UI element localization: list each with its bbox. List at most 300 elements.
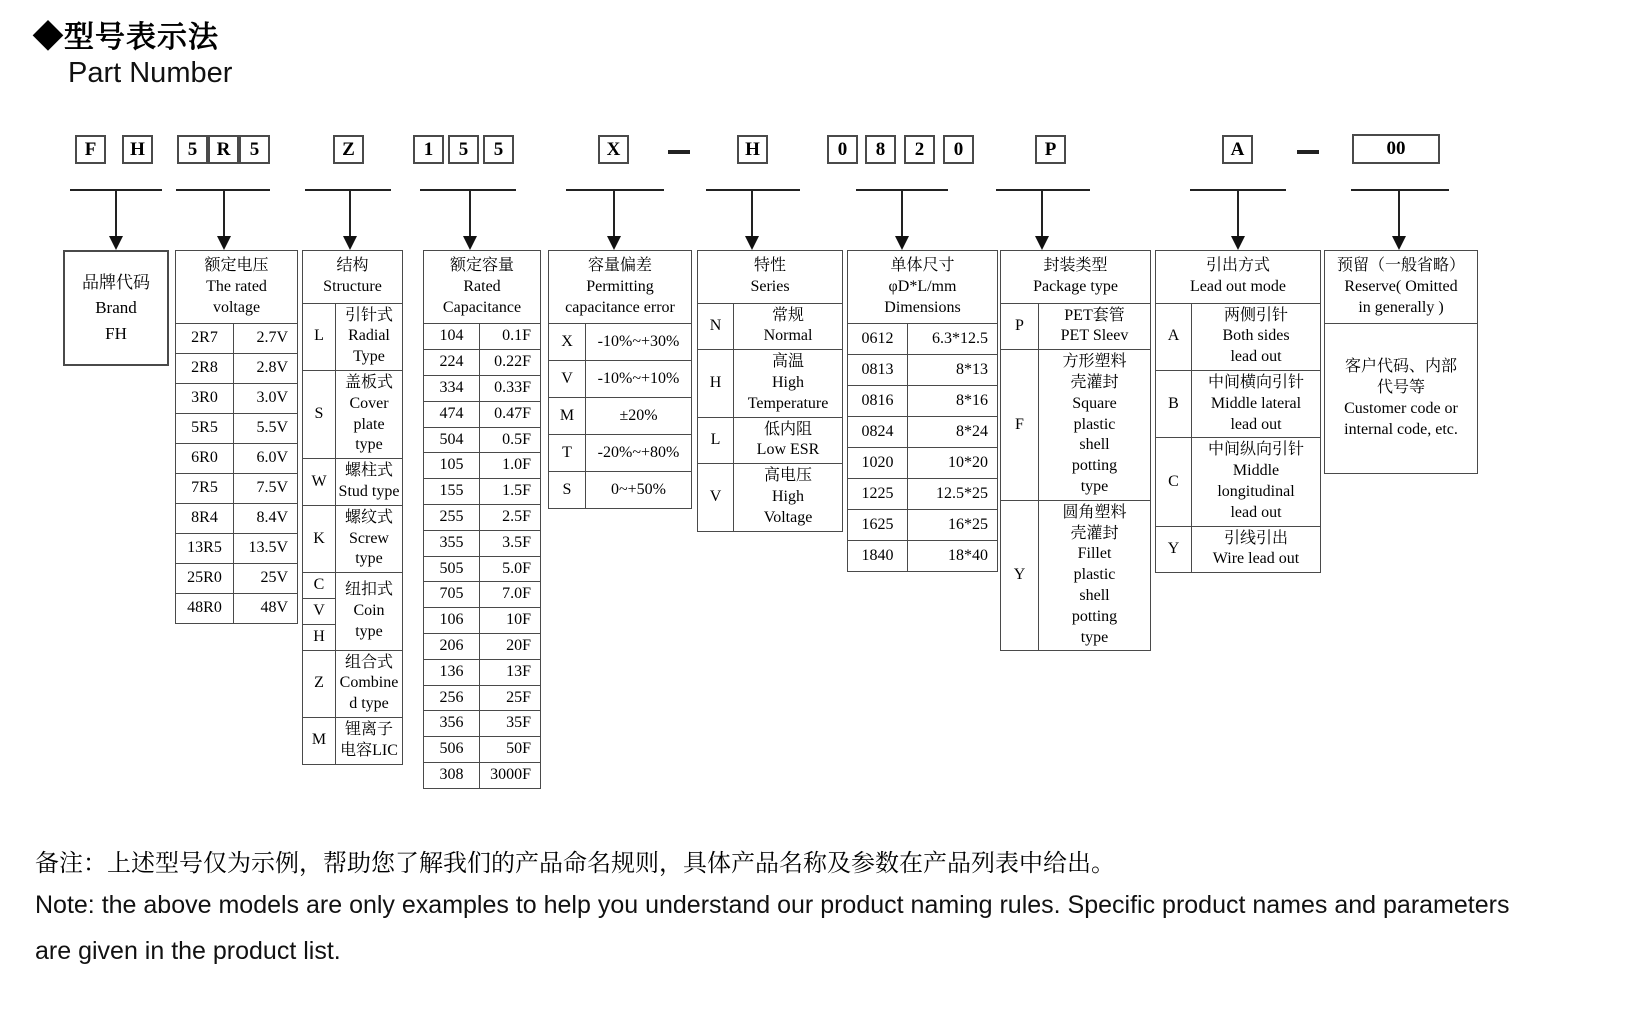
connector-line bbox=[1237, 189, 1239, 237]
code-cell: 5R5 bbox=[176, 414, 234, 444]
value-cell: 0.22F bbox=[480, 350, 541, 376]
value-cell: 25V bbox=[234, 564, 298, 594]
value-cell: 5.5V bbox=[234, 414, 298, 444]
text-line: Combine bbox=[339, 674, 399, 692]
desc-cell bbox=[336, 573, 403, 650]
code-cell: 6R0 bbox=[176, 444, 234, 474]
code-cell: 256 bbox=[424, 685, 480, 711]
code-cell: L bbox=[698, 417, 734, 464]
part-number-box: P bbox=[1035, 135, 1066, 164]
table-row bbox=[1156, 303, 1321, 370]
table-row bbox=[424, 375, 541, 401]
text-line: potting bbox=[1071, 457, 1118, 475]
table-row bbox=[424, 324, 541, 350]
text-line: 组合式 bbox=[344, 653, 393, 671]
table-row bbox=[1001, 303, 1151, 350]
desc-cell bbox=[734, 417, 843, 464]
text-line: FH bbox=[105, 323, 127, 343]
code-cell: S bbox=[303, 370, 336, 458]
table-row bbox=[424, 350, 541, 376]
desc-cell bbox=[1192, 303, 1321, 370]
desc-cell bbox=[336, 370, 403, 458]
text-line: Middle bbox=[1232, 462, 1280, 480]
text-line: 封装类型 bbox=[1043, 257, 1108, 274]
value-cell: 8*16 bbox=[908, 386, 998, 417]
value-cell: 10*20 bbox=[908, 448, 998, 479]
part-number-box: 00 bbox=[1352, 134, 1440, 164]
text-line: 高电压 bbox=[764, 467, 813, 485]
header-row bbox=[1325, 251, 1478, 324]
text-line: 特性 bbox=[754, 257, 787, 274]
table-row bbox=[424, 530, 541, 556]
value-cell: 8*24 bbox=[908, 417, 998, 448]
table-row bbox=[424, 737, 541, 763]
text-line: Voltage bbox=[763, 508, 813, 526]
header-cell bbox=[1325, 251, 1478, 324]
code-cell: 0816 bbox=[848, 386, 908, 417]
table-body bbox=[176, 251, 298, 624]
desc-cell bbox=[734, 464, 843, 531]
text-line: voltage bbox=[212, 298, 261, 316]
code-cell: C bbox=[1156, 438, 1192, 526]
text-line: 锂离子 bbox=[344, 720, 393, 738]
note-en: Note: the above models are only examples to help you understand our product naming rules. Specific product names and parameters are given in the product list. bbox=[35, 891, 1510, 966]
desc-cell bbox=[1039, 500, 1151, 651]
code-cell: 136 bbox=[424, 659, 480, 685]
arrow-down-icon bbox=[1035, 236, 1049, 250]
text-line: Low ESR bbox=[756, 441, 820, 459]
header-row bbox=[698, 251, 843, 304]
table-row bbox=[848, 510, 998, 541]
code-cell: V bbox=[549, 361, 586, 398]
table-body bbox=[698, 251, 843, 532]
header-cell bbox=[1001, 251, 1151, 304]
value-cell: 7.0F bbox=[480, 582, 541, 608]
code-cell: 48R0 bbox=[176, 594, 234, 624]
table-row bbox=[848, 324, 998, 355]
connector-bar bbox=[420, 189, 516, 191]
text-line: 壳灌封 bbox=[1070, 524, 1119, 542]
code-cell: 505 bbox=[424, 556, 480, 582]
value-cell: 0.33F bbox=[480, 375, 541, 401]
table-row bbox=[303, 459, 403, 506]
part-number-box: A bbox=[1222, 135, 1253, 164]
code-cell: 0813 bbox=[848, 355, 908, 386]
part-number-box: H bbox=[737, 135, 768, 164]
value-cell: 13F bbox=[480, 659, 541, 685]
header-cell bbox=[424, 251, 541, 324]
text-line: Lead out mode bbox=[1190, 277, 1286, 295]
part-number-box: 0 bbox=[827, 135, 858, 164]
header-row bbox=[176, 251, 298, 324]
table-row bbox=[176, 384, 298, 414]
arrow-down-icon bbox=[1392, 236, 1406, 250]
code-cell: 8R4 bbox=[176, 504, 234, 534]
table-row bbox=[424, 633, 541, 659]
connector-line bbox=[1041, 189, 1043, 237]
code-cell: 25R0 bbox=[176, 564, 234, 594]
text-line: High bbox=[772, 373, 804, 391]
part-number-box: H bbox=[122, 135, 153, 164]
arrow-down-icon bbox=[109, 236, 123, 250]
table-leadout bbox=[1155, 250, 1321, 573]
text-line: lead out bbox=[1230, 415, 1282, 433]
code-cell: P bbox=[1001, 303, 1039, 350]
code-cell: 3R0 bbox=[176, 384, 234, 414]
value-cell: ±20% bbox=[586, 398, 692, 435]
connector-line bbox=[115, 189, 117, 237]
table-row bbox=[848, 386, 998, 417]
value-cell: 16*25 bbox=[908, 510, 998, 541]
text-line: 预留（一般省略） bbox=[1336, 257, 1465, 274]
connector-line bbox=[469, 189, 471, 237]
dash-separator bbox=[1297, 150, 1319, 154]
header-cell bbox=[549, 251, 692, 324]
header-row bbox=[424, 251, 541, 324]
text-line: shell bbox=[1079, 436, 1110, 454]
code-cell: C bbox=[303, 573, 336, 599]
code-cell: 504 bbox=[424, 427, 480, 453]
value-cell: 20F bbox=[480, 633, 541, 659]
value-cell: 8*13 bbox=[908, 355, 998, 386]
value-cell: 13.5V bbox=[234, 534, 298, 564]
code-cell: 308 bbox=[424, 762, 480, 788]
code-cell: S bbox=[549, 472, 586, 509]
text-line: plate bbox=[353, 415, 385, 433]
table-body bbox=[848, 251, 998, 572]
value-cell: 0.1F bbox=[480, 324, 541, 350]
code-cell: W bbox=[303, 459, 336, 506]
text-line: Temperature bbox=[747, 394, 829, 412]
value-cell: 8.4V bbox=[234, 504, 298, 534]
desc-cell bbox=[734, 350, 843, 417]
code-cell: 13R5 bbox=[176, 534, 234, 564]
text-line: plastic bbox=[1073, 415, 1116, 433]
code-cell: F bbox=[1001, 350, 1039, 501]
value-cell: 18*40 bbox=[908, 541, 998, 572]
desc-cell bbox=[734, 303, 843, 350]
text-line: PET Sleev bbox=[1060, 327, 1129, 345]
text-line: 中间横向引针 bbox=[1207, 373, 1304, 391]
table-row bbox=[176, 504, 298, 534]
part-number-box: Z bbox=[333, 135, 364, 164]
part-number-box: 2 bbox=[904, 135, 935, 164]
text-line: 客户代码、内部 bbox=[1344, 358, 1457, 376]
text-line: 代号等 bbox=[1376, 379, 1425, 397]
code-cell: 2R8 bbox=[176, 354, 234, 384]
code-cell: N bbox=[698, 303, 734, 350]
text-line: Stud type bbox=[338, 482, 400, 500]
text-line: PET套管 bbox=[1064, 306, 1125, 324]
table-body bbox=[1325, 251, 1478, 474]
code-cell: M bbox=[303, 717, 336, 764]
table-brand bbox=[63, 250, 169, 366]
text-line: Square bbox=[1072, 394, 1117, 412]
text-line: potting bbox=[1071, 607, 1118, 625]
text-line: 容量偏差 bbox=[587, 257, 652, 274]
table-dimensions bbox=[847, 250, 998, 572]
text-line: Structure bbox=[323, 277, 382, 295]
arrow-down-icon bbox=[1231, 236, 1245, 250]
text-line: 中间纵向引针 bbox=[1207, 441, 1304, 459]
table-row bbox=[303, 717, 403, 764]
table-row bbox=[424, 762, 541, 788]
text-line: 单体尺寸 bbox=[890, 257, 955, 274]
text-line: lead out bbox=[1230, 348, 1282, 366]
table-row bbox=[424, 711, 541, 737]
table-row bbox=[1156, 438, 1321, 526]
text-line: internal code, etc. bbox=[1344, 420, 1458, 438]
text-line: Customer code or bbox=[1344, 399, 1458, 417]
table-row bbox=[303, 505, 403, 572]
connector-line bbox=[751, 189, 753, 237]
table-row bbox=[303, 370, 403, 458]
desc-cell bbox=[1192, 438, 1321, 526]
code-cell: A bbox=[1156, 303, 1192, 370]
text-line: Type bbox=[353, 348, 385, 366]
text-line: Dimensions bbox=[884, 298, 961, 316]
table-row bbox=[848, 541, 998, 572]
part-number-box: 8 bbox=[865, 135, 896, 164]
text-line: Middle lateral bbox=[1210, 394, 1302, 412]
text-line: 盖板式 bbox=[344, 373, 393, 391]
text-line: longitudinal bbox=[1217, 482, 1295, 500]
table-row bbox=[1001, 500, 1151, 651]
code-cell: Y bbox=[1156, 526, 1192, 573]
text-line: 引出方式 bbox=[1205, 257, 1270, 274]
desc-cell bbox=[336, 505, 403, 572]
code-cell: 474 bbox=[424, 401, 480, 427]
text-line: d type bbox=[349, 695, 389, 713]
header-row bbox=[549, 251, 692, 324]
code-cell: H bbox=[698, 350, 734, 417]
text-line: Brand bbox=[95, 298, 137, 318]
value-cell: -10%~+30% bbox=[586, 324, 692, 361]
code-cell: 1840 bbox=[848, 541, 908, 572]
part-number-box: 0 bbox=[943, 135, 974, 164]
code-cell: K bbox=[303, 505, 336, 572]
text-line: 螺纹式 bbox=[344, 508, 393, 526]
table-row bbox=[176, 414, 298, 444]
value-cell: 2.8V bbox=[234, 354, 298, 384]
desc-cell bbox=[336, 650, 403, 717]
text-line: 螺柱式 bbox=[344, 462, 393, 480]
table-row bbox=[698, 303, 843, 350]
code-cell: 1020 bbox=[848, 448, 908, 479]
code-cell: H bbox=[303, 624, 336, 650]
connector-bar bbox=[706, 189, 800, 191]
table-row bbox=[424, 401, 541, 427]
table-row bbox=[424, 582, 541, 608]
header-cell bbox=[698, 251, 843, 304]
table-reserve bbox=[1324, 250, 1478, 474]
part-number-box: 1 bbox=[413, 135, 444, 164]
text-line: shell bbox=[1079, 586, 1110, 604]
connector-bar bbox=[305, 189, 391, 191]
text-line: 低内阻 bbox=[764, 420, 813, 438]
text-line: Fillet bbox=[1077, 545, 1112, 563]
table-body bbox=[1001, 251, 1151, 651]
value-cell: 3.0V bbox=[234, 384, 298, 414]
value-cell: 1.0F bbox=[480, 453, 541, 479]
text-line: lead out bbox=[1230, 503, 1282, 521]
table-row bbox=[698, 464, 843, 531]
text-line: type bbox=[1080, 628, 1109, 646]
desc-cell bbox=[1192, 526, 1321, 573]
text-line: Cover bbox=[349, 394, 389, 412]
text-line: Wire lead out bbox=[1212, 550, 1300, 568]
code-cell: 255 bbox=[424, 504, 480, 530]
table-row bbox=[848, 355, 998, 386]
text-line: Coin bbox=[353, 601, 385, 619]
text-line: Both sides bbox=[1222, 327, 1290, 345]
text-line: type bbox=[355, 622, 383, 640]
dash-separator bbox=[668, 150, 690, 154]
code-cell: Z bbox=[303, 650, 336, 717]
table-row bbox=[848, 479, 998, 510]
reserve-body-cell bbox=[1325, 324, 1478, 474]
text-line: 引线引出 bbox=[1223, 529, 1288, 547]
table-row bbox=[176, 444, 298, 474]
table-row bbox=[1156, 370, 1321, 437]
table-row bbox=[176, 534, 298, 564]
table-structure bbox=[302, 250, 403, 765]
text-line: Rated bbox=[463, 277, 501, 295]
code-cell: 355 bbox=[424, 530, 480, 556]
part-number-box: R bbox=[208, 135, 239, 164]
connector-bar bbox=[1351, 189, 1449, 191]
value-cell: 25F bbox=[480, 685, 541, 711]
table-row bbox=[1156, 526, 1321, 573]
desc-cell bbox=[1192, 370, 1321, 437]
text-line: The rated bbox=[206, 277, 267, 295]
table-row bbox=[549, 324, 692, 361]
value-cell: 6.3*12.5 bbox=[908, 324, 998, 355]
part-number-box: 5 bbox=[483, 135, 514, 164]
table-row bbox=[176, 564, 298, 594]
code-cell: M bbox=[549, 398, 586, 435]
code-cell: 104 bbox=[424, 324, 480, 350]
code-cell: 1225 bbox=[848, 479, 908, 510]
text-line: 额定容量 bbox=[450, 257, 515, 274]
value-cell: 0~+50% bbox=[586, 472, 692, 509]
desc-cell bbox=[336, 459, 403, 506]
table-row bbox=[424, 556, 541, 582]
desc-cell bbox=[336, 717, 403, 764]
table-row bbox=[176, 474, 298, 504]
code-cell: 106 bbox=[424, 608, 480, 634]
code-cell: 506 bbox=[424, 737, 480, 763]
code-cell: V bbox=[303, 598, 336, 624]
table-capacitance bbox=[423, 250, 541, 789]
table-row bbox=[176, 324, 298, 354]
value-cell: 3000F bbox=[480, 762, 541, 788]
value-cell: 6.0V bbox=[234, 444, 298, 474]
text-line: 额定电压 bbox=[204, 257, 269, 274]
text-line: Series bbox=[750, 277, 790, 295]
table-row bbox=[176, 594, 298, 624]
code-cell: 356 bbox=[424, 711, 480, 737]
header-cell bbox=[303, 251, 403, 304]
table-row bbox=[848, 448, 998, 479]
connector-bar bbox=[996, 189, 1090, 191]
value-cell: 48V bbox=[234, 594, 298, 624]
code-cell: 1625 bbox=[848, 510, 908, 541]
page-title-zh: ◆型号表示法 bbox=[33, 21, 219, 54]
arrow-down-icon bbox=[463, 236, 477, 250]
part-number-box: 5 bbox=[448, 135, 479, 164]
text-line: type bbox=[355, 550, 383, 568]
text-line: Permitting bbox=[586, 277, 654, 295]
text-line: 壳灌封 bbox=[1070, 373, 1119, 391]
value-cell: 1.5F bbox=[480, 479, 541, 505]
code-cell: X bbox=[549, 324, 586, 361]
code-cell: 334 bbox=[424, 375, 480, 401]
connector-bar bbox=[566, 189, 664, 191]
code-cell: 0824 bbox=[848, 417, 908, 448]
code-cell: Y bbox=[1001, 500, 1039, 651]
connector-line bbox=[613, 189, 615, 237]
table-row bbox=[303, 573, 403, 599]
arrow-down-icon bbox=[607, 236, 621, 250]
code-cell: V bbox=[698, 464, 734, 531]
value-cell: 2.7V bbox=[234, 324, 298, 354]
text-line: type bbox=[1080, 477, 1109, 495]
part-number-box: 5 bbox=[239, 135, 270, 164]
text-line: Reserve( Omitted bbox=[1344, 277, 1458, 295]
value-cell: -20%~+80% bbox=[586, 435, 692, 472]
text-line: φD*L/mm bbox=[888, 277, 957, 295]
header-row bbox=[1001, 251, 1151, 304]
table-row bbox=[549, 398, 692, 435]
header-row bbox=[848, 251, 998, 324]
code-cell: 206 bbox=[424, 633, 480, 659]
code-cell: 105 bbox=[424, 453, 480, 479]
text-line: 电容LIC bbox=[340, 741, 398, 759]
text-line: Capacitance bbox=[442, 298, 522, 316]
text-line: 引针式 bbox=[344, 306, 393, 324]
connector-line bbox=[901, 189, 903, 237]
text-line: plastic bbox=[1073, 566, 1116, 584]
table-row bbox=[698, 417, 843, 464]
desc-cell bbox=[1039, 303, 1151, 350]
table-row bbox=[424, 608, 541, 634]
connector-line bbox=[1398, 189, 1400, 237]
text-line: type bbox=[355, 436, 383, 454]
value-cell: -10%~+10% bbox=[586, 361, 692, 398]
text-line: in generally ) bbox=[1358, 298, 1444, 316]
text-line: 纽扣式 bbox=[344, 581, 393, 599]
value-cell: 50F bbox=[480, 737, 541, 763]
table-row bbox=[549, 472, 692, 509]
text-line: 结构 bbox=[336, 257, 369, 274]
text-line: 两侧引针 bbox=[1223, 306, 1288, 324]
part-number-box: X bbox=[598, 135, 629, 164]
header-cell bbox=[848, 251, 998, 324]
table-row bbox=[424, 659, 541, 685]
table-row bbox=[424, 427, 541, 453]
value-cell: 5.0F bbox=[480, 556, 541, 582]
text-line: 高温 bbox=[772, 353, 805, 371]
table-row bbox=[303, 650, 403, 717]
value-cell: 2.5F bbox=[480, 504, 541, 530]
table-body bbox=[1156, 251, 1321, 573]
text-line: Radial bbox=[348, 327, 390, 345]
desc-cell bbox=[336, 303, 403, 370]
arrow-down-icon bbox=[343, 236, 357, 250]
connector-line bbox=[223, 189, 225, 237]
code-cell: 155 bbox=[424, 479, 480, 505]
